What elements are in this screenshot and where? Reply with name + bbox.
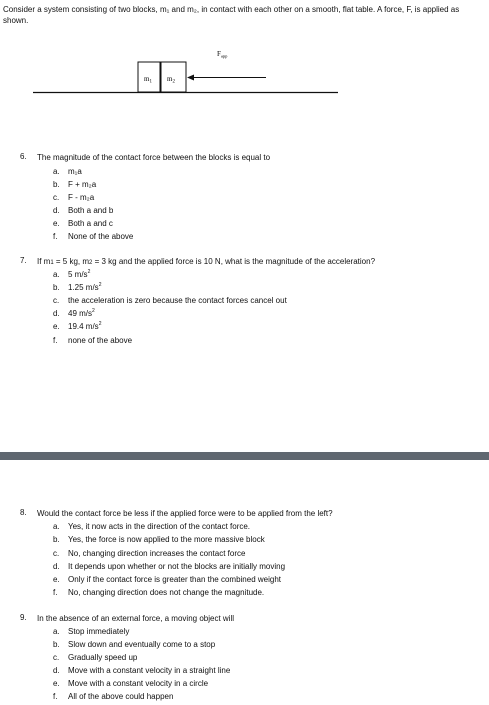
option-letter: b. [53, 180, 60, 189]
answer-option [53, 534, 265, 545]
answer-option [53, 335, 133, 346]
option-letter: e. [53, 219, 60, 228]
answer-option [53, 574, 282, 585]
block-m1-label: $m_1$ [144, 75, 152, 85]
answer-option [53, 231, 134, 242]
option-text: Move with a constant velocity in a straight line [68, 666, 231, 675]
answer-option [53, 166, 82, 177]
question-number: 6. [20, 152, 27, 161]
block-m2 [161, 62, 186, 92]
force-arrowhead-icon [187, 75, 194, 81]
option-letter: a. [53, 270, 60, 279]
question-number: 9. [20, 613, 27, 622]
option-letter: f. [53, 232, 58, 241]
answer-option [53, 691, 174, 702]
option-text: All of the above could happen [68, 692, 174, 701]
option-text: Slow down and eventually come to a stop [68, 640, 216, 649]
option-text: Move with a constant velocity in a circle [68, 679, 209, 688]
option-text: 5 $m/s^2$ [68, 269, 91, 279]
option-text: 49 $m/s^2$ [68, 308, 95, 318]
answer-option [53, 652, 138, 663]
force-label: $F_{app}$ [217, 50, 228, 59]
option-letter: b. [53, 535, 60, 544]
option-text: None of the above [68, 232, 134, 241]
option-letter: f. [53, 336, 58, 345]
answer-option [53, 561, 286, 572]
answer-option [53, 626, 130, 637]
option-letter: c. [53, 296, 60, 305]
block-m2-label: $m_2$ [167, 75, 175, 85]
option-text: m₁a [68, 167, 82, 176]
option-text: Stop immediately [68, 627, 130, 636]
option-letter: f. [53, 588, 58, 597]
option-letter: a. [53, 522, 60, 531]
option-text: Only if the contact force is greater than the combined weight [68, 575, 282, 584]
option-text: Both a and b [68, 206, 114, 215]
option-letter: e. [53, 679, 60, 688]
answer-option [53, 269, 91, 280]
option-letter: a. [53, 167, 60, 176]
question-number: 7. [20, 256, 27, 265]
option-text: Yes, it now acts in the direction of the contact force. [68, 522, 251, 531]
page-divider [0, 452, 489, 460]
option-text: No, changing direction increases the contact force [68, 549, 246, 558]
option-text: the acceleration is zero because the contact forces cancel out [68, 296, 287, 305]
answer-option [53, 587, 265, 598]
answer-option [53, 548, 246, 559]
option-text: none of the above [68, 336, 133, 345]
answer-option [53, 678, 209, 689]
question-text: If m1 = 5 kg, m2 = 3 kg and the applied force is 10 N, what is the magnitude of the acceleration? [37, 257, 376, 266]
option-text: Gradually speed up [68, 653, 138, 662]
option-text: No, changing direction does not change the magnitude. [68, 588, 265, 597]
option-text: F - m₂a [68, 193, 95, 202]
answer-option [53, 179, 97, 190]
answer-option [53, 521, 251, 532]
answer-option [53, 321, 102, 332]
option-letter: a. [53, 627, 60, 636]
option-letter: c. [53, 193, 60, 202]
option-text: It depends upon whether or not the blocks are initially moving [68, 562, 286, 571]
question-text: The magnitude of the contact force between the blocks is equal to [37, 153, 271, 162]
answer-option [53, 192, 95, 203]
question-number: 8. [20, 508, 27, 517]
option-letter: b. [53, 283, 60, 292]
option-letter: c. [53, 653, 60, 662]
answer-option [53, 205, 114, 216]
question-text: Would the contact force be less if the applied force were to be applied from the left? [37, 509, 333, 518]
option-text: Both a and c [68, 219, 113, 228]
answer-option [53, 639, 216, 650]
option-letter: e. [53, 322, 60, 331]
option-letter: d. [53, 309, 60, 318]
option-letter: c. [53, 549, 60, 558]
option-text: Yes, the force is now applied to the more massive block [68, 535, 265, 544]
blocks-diagram [0, 0, 489, 110]
question-text: In the absence of an external force, a moving object will [37, 614, 234, 623]
option-letter: d. [53, 666, 60, 675]
option-text: F + m₂a [68, 180, 97, 189]
answer-option [53, 308, 95, 319]
option-letter: b. [53, 640, 60, 649]
answer-option [53, 295, 287, 306]
option-letter: d. [53, 206, 60, 215]
intro-text: Consider a system consisting of two blocks, m₁ and m₂, in contact with each other on a smooth, flat table. A force, F, is applied as shown. [3, 5, 460, 25]
option-text: 1.25 $m/s^2$ [68, 282, 102, 292]
option-letter: e. [53, 575, 60, 584]
option-letter: f. [53, 692, 58, 701]
option-letter: d. [53, 562, 60, 571]
answer-option [53, 218, 113, 229]
answer-option [53, 282, 102, 293]
option-text: 19.4 $m/s^2$ [68, 321, 102, 331]
answer-option [53, 665, 231, 676]
